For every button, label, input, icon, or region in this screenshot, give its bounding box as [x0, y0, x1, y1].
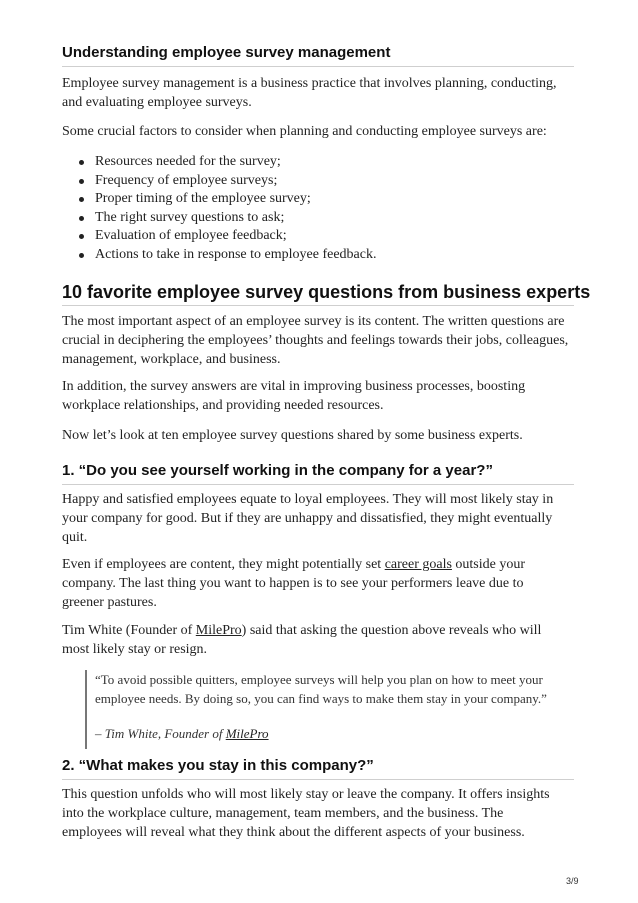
- paragraph-career-goals: [62, 555, 582, 612]
- text-line: quit.: [62, 530, 88, 545]
- section-divider: [62, 305, 574, 306]
- paragraph-loyalty: [62, 490, 582, 547]
- page-number: 3/9: [566, 876, 579, 886]
- bullet-icon: [79, 253, 84, 258]
- bullet-icon: [79, 216, 84, 221]
- quote-text: “To avoid possible quitters, employee surveys will help you plan on how to meet your employee needs. By doing so, you can find ways to make them stay in your company.”: [95, 672, 547, 706]
- list-item: Proper timing of the employee survey;: [62, 190, 562, 209]
- list-item: Evaluation of employee feedback;: [62, 227, 562, 246]
- text-line: The most important aspect of an employee survey is its content. The written questions are: [62, 314, 565, 329]
- section-divider: [62, 484, 574, 485]
- text-line: Employee survey management is a business practice that involves planning, conducting,: [62, 76, 557, 91]
- question-2-heading: 2. “What makes you stay in this company?”: [62, 757, 374, 774]
- list-item: Actions to take in response to employee feedback.: [62, 246, 562, 265]
- milepro-link[interactable]: MilePro: [195, 623, 242, 638]
- list-item: Resources needed for the survey;: [62, 153, 562, 172]
- text-line: This question unfolds who will most likely stay or leave the company. It offers insights: [62, 787, 550, 802]
- paragraph-transition: Now let’s look at ten employee survey questions shared by some business experts.: [62, 428, 523, 443]
- text-line: workplace relationships, and providing needed resources.: [62, 398, 384, 413]
- paragraph-definition: [62, 74, 582, 112]
- text-line: management, workplace, and business.: [62, 352, 281, 367]
- list-item: Frequency of employee surveys;: [62, 172, 562, 191]
- paragraph-survey-content: [62, 312, 582, 369]
- text-line: your company for good. But if they are unhappy and dissatisfied, they might eventually: [62, 511, 553, 526]
- text-line: greener pastures.: [62, 595, 157, 610]
- text-line: and evaluating employee surveys.: [62, 95, 252, 110]
- text-line: Tim White (Founder of MilePro) said that asking the question above reveals who will: [62, 623, 542, 638]
- quote-attribution: – Tim White, Founder of MilePro: [95, 726, 269, 741]
- paragraph-tim-white: [62, 621, 582, 659]
- section-heading-understanding: Understanding employee survey management: [62, 44, 391, 61]
- paragraph-stay-question: [62, 785, 582, 842]
- bullet-icon: [79, 234, 84, 239]
- section-heading-favorite-questions: 10 favorite employee survey questions from business experts: [62, 282, 591, 302]
- bullet-icon: [79, 197, 84, 202]
- text-line: into the workplace culture, management, team members, and the business. The: [62, 806, 504, 821]
- list-item: The right survey questions to ask;: [62, 209, 562, 228]
- factors-list: [62, 153, 562, 265]
- text-line: company. The last thing you want to happen is to see your performers leave due to: [62, 576, 524, 591]
- text-line: In addition, the survey answers are vital in improving business processes, boosting: [62, 379, 526, 394]
- bullet-icon: [79, 179, 84, 184]
- career-goals-link[interactable]: career goals: [384, 557, 452, 572]
- text-line: Even if employees are content, they might potentially set career goals outside your: [62, 557, 526, 572]
- paragraph-survey-answers: [62, 377, 582, 415]
- bullet-icon: [79, 160, 84, 165]
- text-line: most likely stay or resign.: [62, 642, 208, 657]
- blockquote: [85, 670, 567, 749]
- question-1-heading: 1. “Do you see yourself working in the company for a year?”: [62, 462, 493, 479]
- paragraph-factors-intro: Some crucial factors to consider when planning and conducting employee surveys are:: [62, 124, 547, 139]
- text-line: Happy and satisfied employees equate to loyal employees. They will most likely stay in: [62, 492, 554, 507]
- text-line: employees will reveal what they think about the different aspects of your business.: [62, 825, 525, 840]
- text-line: crucial in deciphering the employees’ thoughts and feelings towards their jobs, colleagues,: [62, 333, 569, 348]
- section-divider: [62, 66, 574, 67]
- milepro-attribution-link[interactable]: MilePro: [225, 726, 269, 741]
- section-divider: [62, 779, 574, 780]
